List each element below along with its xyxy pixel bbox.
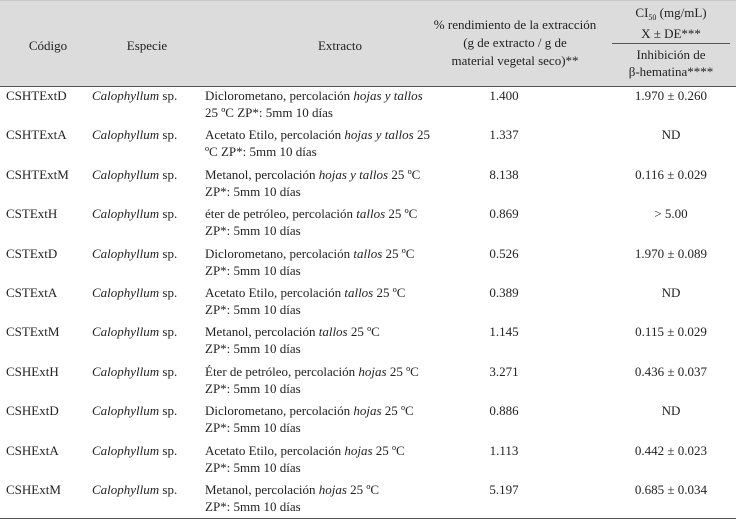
cell-rendimiento: 1.113 — [489, 442, 519, 458]
header-rendimiento — [430, 16, 600, 70]
table-row — [0, 86, 736, 125]
cell-codigo: CSTExtD — [6, 245, 58, 261]
cell-especie — [92, 442, 202, 459]
cell-genus: Calophyllum — [92, 481, 160, 497]
cell-extracto-line2: ZP*: 5mm 10 días — [205, 183, 301, 199]
extracto-post: 25 ºC — [372, 442, 405, 458]
extracto-post: 25 ºC — [346, 481, 380, 497]
extracto-part: tallos — [318, 324, 348, 340]
table-row — [0, 480, 736, 519]
extracto-part: hojas — [353, 403, 382, 419]
cell-genus: Calophyllum — [92, 403, 160, 419]
extracto-pre: Diclorometano, percolación — [205, 245, 354, 261]
cell-sp: sp. — [159, 324, 178, 340]
header-rendimiento-line3: material vegetal seco)** — [451, 53, 579, 68]
cell-extracto — [205, 245, 445, 279]
cell-especie — [92, 402, 202, 419]
cell-extracto-line1 — [205, 323, 445, 340]
extracto-part: hojas y tallos — [344, 127, 414, 143]
cell-ci50: 0.436 ± 0.037 — [634, 363, 708, 379]
extracto-post: 25 ºC — [386, 363, 419, 379]
extracto-post: 25 ºC — [382, 245, 415, 261]
header-inhibicion-line2: β-hematina**** — [628, 64, 714, 79]
table-row — [0, 165, 736, 204]
cell-sp: sp. — [159, 245, 178, 261]
cell-sp: sp. — [159, 284, 178, 300]
cell-extracto — [205, 205, 445, 239]
cell-ci50: 0.115 ± 0.029 — [635, 324, 707, 340]
header-extracto: Extracto — [317, 38, 363, 53]
cell-extracto — [205, 402, 445, 436]
cell-ci50: ND — [661, 403, 681, 419]
cell-rendimiento: 0.526 — [489, 245, 519, 261]
cell-extracto — [205, 481, 445, 515]
cell-extracto-line1 — [205, 166, 445, 183]
cell-codigo: CSHTExtA — [6, 127, 67, 143]
cell-genus: Calophyllum — [92, 206, 160, 222]
cell-extracto-line2: ºC ZP*: 5mm 10 días — [205, 144, 317, 160]
cell-sp: sp. — [159, 442, 178, 458]
cell-genus: Calophyllum — [92, 324, 160, 340]
cell-sp: sp. — [159, 403, 178, 419]
cell-codigo: CSHExtD — [6, 403, 59, 419]
extracto-pre: Acetato Etilo, percolación — [205, 442, 345, 458]
cell-especie — [92, 323, 202, 340]
cell-genus: Calophyllum — [92, 284, 160, 300]
cell-extracto-line2: 25 ºC ZP*: 5mm 10 días — [205, 105, 333, 120]
cell-extracto-line1 — [205, 205, 445, 222]
cell-rendimiento: 0.869 — [489, 206, 519, 222]
table-body — [0, 86, 736, 519]
header-inhibicion — [612, 46, 730, 80]
extracto-post: 25 ºC — [381, 403, 414, 419]
cell-ci50: 1.970 ± 0.089 — [634, 245, 708, 261]
cell-extracto-line1 — [205, 442, 445, 459]
extracto-post: 25 ºC — [373, 284, 406, 300]
cell-extracto — [205, 323, 445, 357]
cell-rendimiento: 0.886 — [489, 403, 519, 419]
cell-codigo: CSHExtH — [6, 363, 59, 379]
cell-especie — [92, 245, 202, 262]
cell-extracto — [205, 363, 445, 397]
cell-extracto-line1 — [205, 126, 445, 143]
header-ci-divider — [612, 43, 730, 44]
cell-sp: sp. — [159, 166, 178, 182]
header-rendimiento-line1: % rendimiento de la extracción — [433, 17, 597, 32]
extracto-pre: Acetato Etilo, percolación — [205, 127, 345, 143]
cell-extracto-line2: ZP*: 5mm 10 días — [205, 341, 301, 357]
header-ci-units: (mg/mL) — [656, 5, 707, 20]
cell-ci50: 0.685 ± 0.034 — [634, 481, 708, 497]
extracto-pre: Metanol, percolación — [205, 324, 319, 340]
cell-especie — [92, 166, 202, 183]
cell-codigo: CSHTExtM — [6, 166, 69, 182]
cell-sp: sp. — [159, 206, 178, 222]
cell-genus: Calophyllum — [92, 442, 160, 458]
header-especie: Especie — [126, 38, 168, 53]
extracto-part: hojas y tallos — [318, 166, 389, 182]
cell-extracto — [205, 442, 445, 476]
extracto-pre: Diclorometano, percolación — [205, 403, 354, 419]
cell-extracto-line1 — [205, 245, 445, 262]
cell-extracto-line2: ZP*: 5mm 10 días — [205, 223, 301, 239]
cell-rendimiento: 0.389 — [489, 284, 519, 300]
cell-especie — [92, 481, 202, 498]
cell-sp: sp. — [159, 363, 178, 379]
cell-especie — [92, 284, 202, 301]
extracto-part: hojas — [318, 481, 347, 497]
cell-ci50: ND — [661, 284, 681, 300]
extracto-post: 25 ºC — [388, 166, 421, 182]
extracto-pre: Metanol, percolación — [205, 166, 319, 182]
table-row — [0, 204, 736, 243]
cell-rendimiento: 3.271 — [489, 363, 519, 379]
header-codigo: Código — [28, 38, 68, 53]
cell-extracto-line1 — [205, 363, 445, 380]
header-ci50 — [612, 5, 730, 42]
extracto-part: tallos — [344, 284, 374, 300]
cell-rendimiento: 1.337 — [489, 127, 519, 143]
cell-sp: sp. — [159, 127, 178, 143]
cell-extracto-line1 — [205, 481, 445, 498]
cell-codigo: CSTExtA — [6, 284, 58, 300]
cell-extracto-line2: ZP*: 5mm 10 días — [205, 459, 301, 475]
extracto-pre: Metanol, percolación — [205, 481, 319, 497]
extracto-part: hojas y tallos — [353, 88, 423, 103]
table-row — [0, 322, 736, 361]
cell-extracto — [205, 166, 445, 200]
cell-extracto-line1 — [205, 284, 445, 301]
table-row — [0, 125, 736, 164]
cell-rendimiento: 1.145 — [489, 324, 519, 340]
table-row — [0, 362, 736, 401]
cell-ci50: 0.442 ± 0.023 — [634, 442, 708, 458]
cell-especie — [92, 126, 202, 143]
extracto-post: 25 — [413, 127, 430, 143]
cell-extracto-line2: ZP*: 5mm 10 días — [205, 498, 301, 514]
header-inhibicion-line1: Inhibición de — [636, 47, 706, 62]
extracto-part: tallos — [353, 245, 383, 261]
header-rendimiento-line2: (g de extracto / g de — [463, 35, 567, 50]
cell-extracto-line2: ZP*: 5mm 10 días — [205, 420, 301, 436]
extracto-part: tallos — [356, 206, 386, 222]
table-row — [0, 441, 736, 480]
extracto-post: 25 ºC — [385, 206, 418, 222]
cell-codigo: CSTExtH — [6, 206, 58, 222]
header-ci-subscript: 50 — [648, 13, 657, 22]
cell-ci50: 0.116 ± 0.029 — [635, 166, 707, 182]
cell-codigo: CSHExtM — [6, 481, 61, 497]
cell-rendimiento: 5.197 — [489, 481, 519, 497]
cell-codigo: CSHTExtD — [6, 88, 67, 103]
cell-especie — [92, 363, 202, 380]
table-row — [0, 244, 736, 283]
cell-especie — [92, 205, 202, 222]
extracto-pre: Diclorometano, percolación — [205, 88, 354, 103]
extracto-post: 25 ºC — [347, 324, 380, 340]
cell-rendimiento: 1.400 — [489, 88, 519, 103]
extracto-part: hojas — [344, 442, 373, 458]
cell-genus: Calophyllum — [92, 88, 160, 103]
cell-extracto-line2: ZP*: 5mm 10 días — [205, 301, 301, 317]
cell-codigo: CSTExtM — [6, 324, 60, 340]
extracto-pre: éter de petróleo, percolación — [205, 206, 357, 222]
cell-extracto-line1 — [205, 402, 445, 419]
header-ci-prefix: CI — [635, 5, 649, 20]
cell-extracto-line1 — [205, 87, 445, 104]
cell-genus: Calophyllum — [92, 363, 160, 379]
table-row — [0, 283, 736, 322]
cell-extracto — [205, 284, 445, 318]
cell-genus: Calophyllum — [92, 127, 160, 143]
table-header — [0, 0, 736, 87]
cell-extracto — [205, 87, 445, 121]
extracto-pre: Acetato Etilo, percolación — [205, 284, 345, 300]
cell-extracto — [205, 126, 445, 160]
cell-rendimiento: 8.138 — [489, 166, 519, 182]
cell-codigo: CSHExtA — [6, 442, 59, 458]
cell-genus: Calophyllum — [92, 166, 160, 182]
header-ci50-line1 — [612, 5, 730, 26]
cell-genus: Calophyllum — [92, 245, 160, 261]
cell-ci50: 1.970 ± 0.260 — [634, 88, 708, 103]
cell-sp: sp. — [159, 481, 178, 497]
cell-ci50: ND — [661, 127, 681, 143]
extracto-part: hojas — [358, 363, 387, 379]
extracto-pre: Éter de petróleo, percolación — [205, 363, 359, 379]
header-ci50-line2: X ± DE*** — [641, 26, 701, 41]
cell-ci50: > 5.00 — [654, 206, 688, 222]
cell-extracto-line2: ZP*: 5mm 10 días — [205, 380, 301, 396]
cell-sp: sp. — [159, 88, 178, 103]
table-row — [0, 401, 736, 440]
cell-especie — [92, 87, 202, 104]
cell-extracto-line2: ZP*: 5mm 10 días — [205, 262, 301, 278]
table-bottom-rule — [0, 518, 736, 519]
